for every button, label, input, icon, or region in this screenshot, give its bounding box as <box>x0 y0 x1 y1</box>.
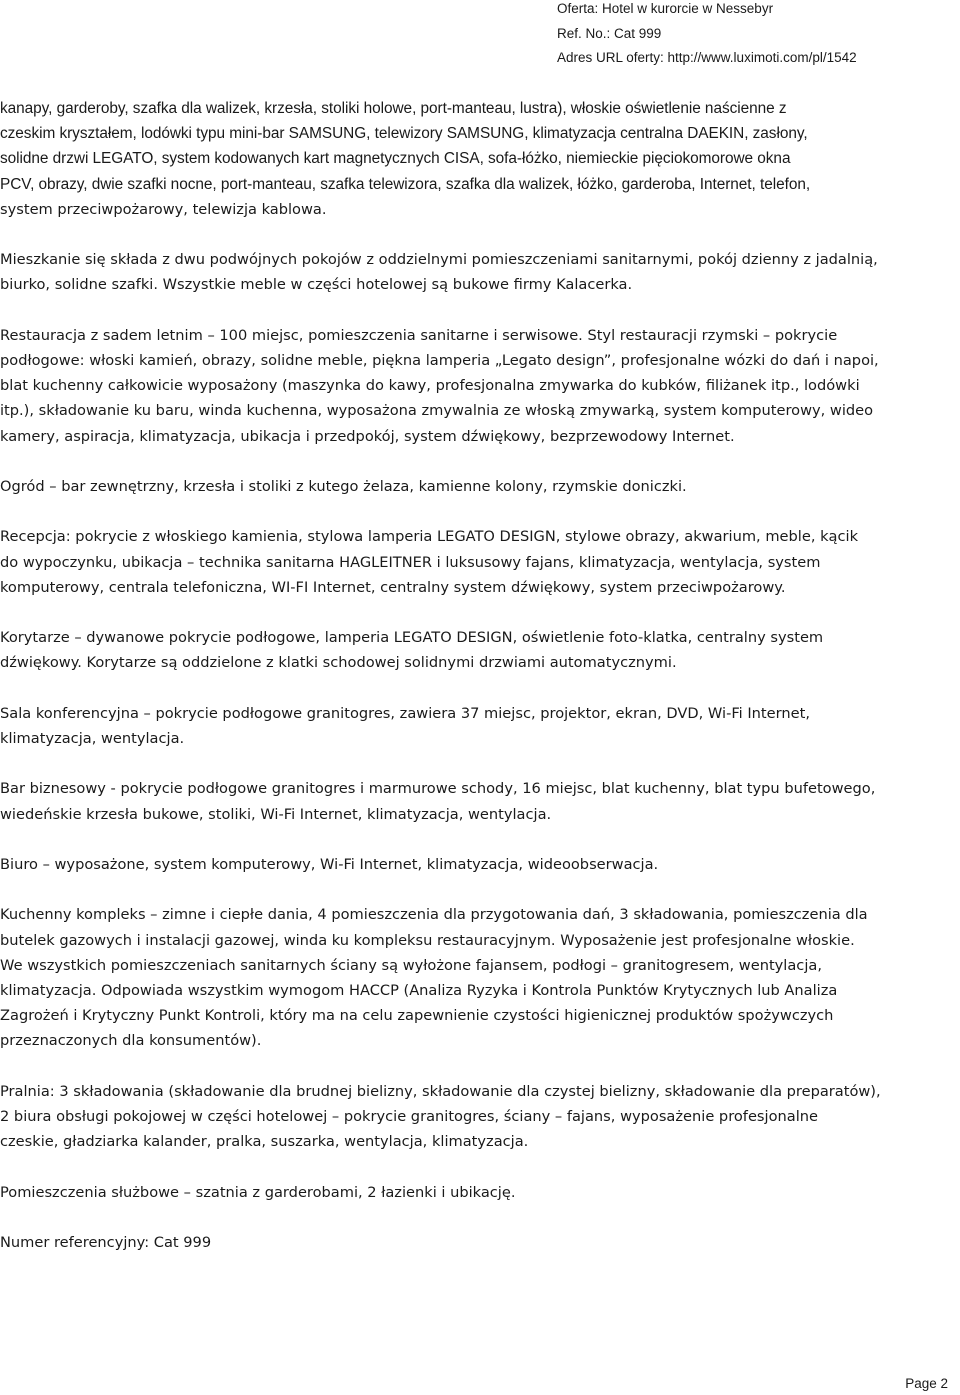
paragraph <box>0 852 958 877</box>
text-line: Zagrożeń i Krytyczny Punkt Kontroli, który ma na celu zapewnienie czystości higienicznej produktów spożywczych <box>0 1007 834 1025</box>
page-header <box>0 0 960 75</box>
text-line: klimatyzacja. Odpowiada wszystkim wymogom HACCP (Analiza Ryzyka i Kontrola Punktów Krytycznych lub Analiza <box>0 981 838 999</box>
text-line: Biuro – wyposażone, system komputerowy, Wi-Fi Internet, klimatyzacja, wideoobserwacja. <box>0 855 659 873</box>
paragraph <box>0 474 958 499</box>
text-line: Pralnia: 3 składowania (składowanie dla brudnej bielizny, składowanie dla czystej bielizny, składowanie dla preparatów), <box>0 1082 881 1100</box>
text-line: solidne drzwi LEGATO, system kodowanych kart magnetycznych CISA, sofa-łóżko, niemieckie pięciokomorowe okna <box>0 150 791 168</box>
text-line: Bar biznesowy - pokrycie podłogowe granitogres i marmurowe schody, 16 miejsc, blat kuchenny, blat typu bufetowego, <box>0 780 876 798</box>
paragraph <box>0 247 958 297</box>
text-line: komputerowy, centrala telefoniczna, WI-FI Internet, centralny system dźwiękowy, system przeciwpożarowy. <box>0 578 786 596</box>
text-line: Restauracja z sadem letnim – 100 miejsc, pomieszczenia sanitarne i serwisowe. Styl restauracji rzymski – pokrycie <box>0 326 838 344</box>
paragraph <box>0 96 958 222</box>
text-line: Kuchenny kompleks – zimne i ciepłe dania, 4 pomieszczenia dla przygotowania dań, 3 składowania, pomieszczenia dla <box>0 906 868 924</box>
text-line: system przeciwpożarowy, telewizja kablowa. <box>0 200 327 218</box>
text-line: czeskim kryształem, lodówki typu mini-bar SAMSUNG, telewizory SAMSUNG, klimatyzacja centralna DAEKIN, zasłony, <box>0 125 808 143</box>
text-line: do wypoczynku, ubikacja – technika sanitarna HAGLEITNER i luksusowy fajans, klimatyzacja, wentylacja, system <box>0 553 821 571</box>
text-line: Sala konferencyjna – pokrycie podłogowe granitogres, zawiera 37 miejsc, projektor, ekran, DVD, Wi-Fi Internet, <box>0 704 810 722</box>
text-line: butelek gazowych i instalacji gazowej, winda ku kompleksu restauracyjnym. Wyposażenie jest profesjonalne włoskie. <box>0 931 855 949</box>
text-line: klimatyzacja, wentylacja. <box>0 729 185 747</box>
offer-url: Adres URL oferty: http://www.luximoti.com/pl/1542 <box>557 50 857 65</box>
paragraph <box>0 1230 958 1255</box>
text-line: itp.), składowanie ku baru, winda kuchenna, wyposażona zmywalnia ze włoską zmywarką, system komputerowy, wideo <box>0 402 874 420</box>
text-line: Recepcja: pokrycie z włoskiego kamienia, stylowa lamperia LEGATO DESIGN, stylowe obrazy, akwarium, meble, kącik <box>0 528 859 546</box>
text-line: przeznaczonych dla konsumentów). <box>0 1032 262 1050</box>
text-line: blat kuchenny całkowicie wyposażony (maszynka do kawy, profesjonalna zmywarka do kubków, filiżanek itp., lodówki <box>0 377 860 395</box>
text-line: We wszystkich pomieszczeniach sanitarnych ściany są wyłożone fajansem, podłogi – granitogresem, wentylacja, <box>0 956 822 974</box>
text-line: czeskie, gładziarka kalander, pralka, suszarka, wentylacja, klimatyzacja. <box>0 1133 529 1151</box>
text-line: Numer referencyjny: Cat 999 <box>0 1233 212 1251</box>
text-line: podłogowe: włoski kamień, obrazy, solidne meble, piękna lamperia „Legato design”, profesjonalne wózki do dań i napoi, <box>0 352 879 369</box>
paragraph <box>0 776 958 826</box>
text-line: Mieszkanie się składa z dwu podwójnych pokojów z oddzielnymi pomieszczeniami sanitarnymi, pokój dzienny z jadalnią, <box>0 251 878 269</box>
text-line: biurko, solidne szafki. Wszystkie meble w części hotelowej są bukowe firmy Kalacerka. <box>0 276 633 294</box>
text-line: Pomieszczenia służbowe – szatnia z garderobami, 2 łazienki i ubikację. <box>0 1183 516 1201</box>
text-line: PCV, obrazy, dwie szafki nocne, port-manteau, szafka telewizora, szafka dla walizek, łóżko, garderoba, Internet, telefon, <box>0 175 811 193</box>
text-line: wiedeńskie krzesła bukowe, stoliki, Wi-Fi Internet, klimatyzacja, wentylacja. <box>0 805 552 823</box>
text-line: dźwiękowy. Korytarze są oddzielone z klatki schodowej solidnymi drzwiami automatycznymi. <box>0 654 677 672</box>
paragraph <box>0 625 958 675</box>
text-line: 2 biura obsługi pokojowej w części hotelowej – pokrycie granitogres, ściany – fajans, wyposażenie profesjonalne <box>0 1107 818 1125</box>
paragraph <box>0 1079 958 1155</box>
paragraph <box>0 701 958 751</box>
text-line: Korytarze – dywanowe pokrycie podłogowe, lamperia LEGATO DESIGN, oświetlenie foto-klatka, centralny system <box>0 629 824 647</box>
paragraph <box>0 524 958 600</box>
paragraph <box>0 902 958 1053</box>
paragraph <box>0 1180 958 1205</box>
page-number: Page 2 <box>905 1376 948 1391</box>
offer-title: Oferta: Hotel w kurorcie w Nessebyr <box>557 1 774 16</box>
paragraph <box>0 323 958 449</box>
text-line: kamery, aspiracja, klimatyzacja, ubikacja i przedpokój, system dźwiękowy, bezprzewodowy Internet. <box>0 427 735 445</box>
document-body <box>0 96 958 1280</box>
text-line: kanapy, garderoby, szafka dla walizek, krzesła, stoliki holowe, port-manteau, lustra), włoskie oświetlenie naścienne z <box>0 100 787 117</box>
text-line: Ogród – bar zewnętrzny, krzesła i stoliki z kutego żelaza, kamienne kolony, rzymskie doniczki. <box>0 478 687 495</box>
reference-number: Ref. No.: Cat 999 <box>557 26 662 41</box>
